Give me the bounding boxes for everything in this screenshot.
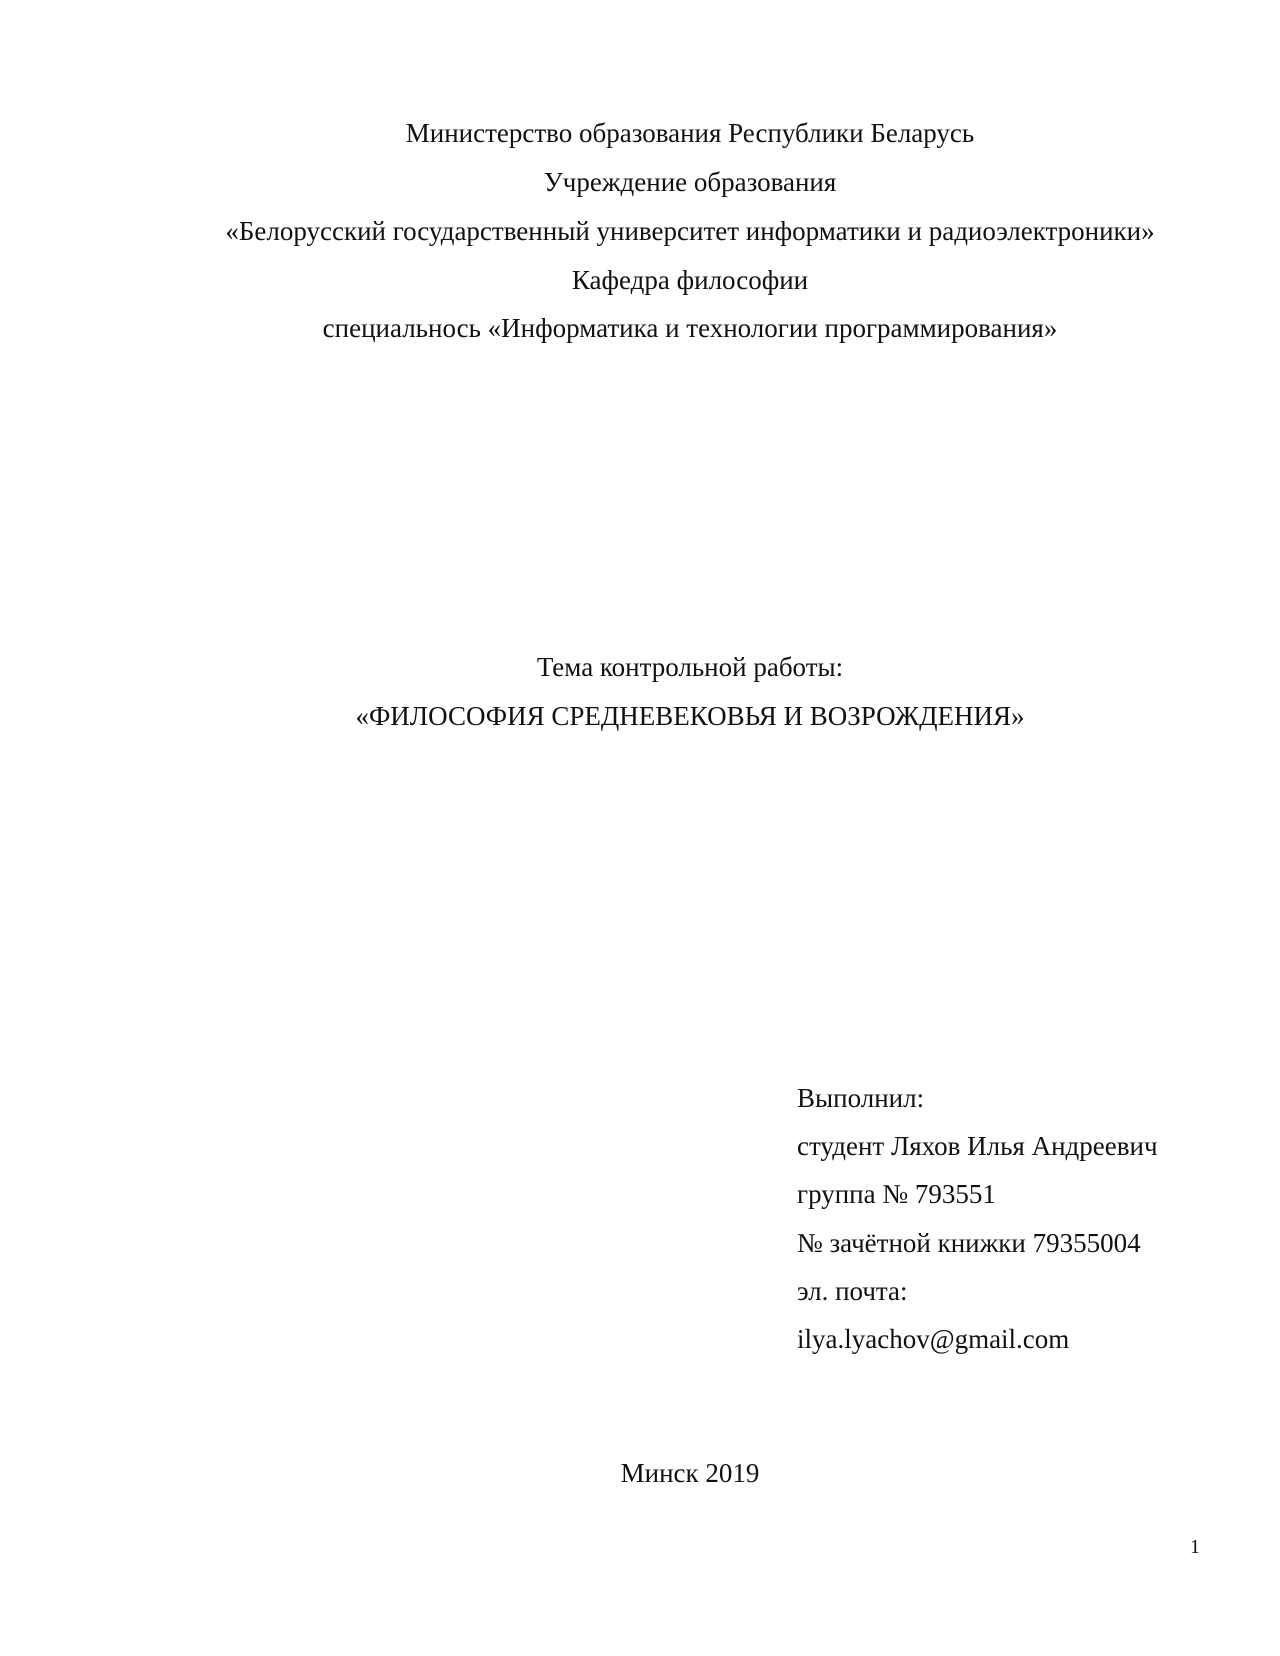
student-name: студент Ляхов Илья Андреевич <box>797 1131 1158 1161</box>
page-number: 1 <box>1190 1536 1200 1558</box>
specialty-line: специальнось «Информатика и технологии программирования» <box>322 313 1058 343</box>
topic-label: Тема контрольной работы: <box>536 652 844 682</box>
email-label: эл. почта: <box>797 1276 908 1306</box>
department-line: Кафедра философии <box>571 265 809 295</box>
record-book-number: № зачётной книжки 79355004 <box>797 1228 1141 1258</box>
university-line: «Белорусский государственный университет информатики и радиоэлектроники» <box>225 216 1155 246</box>
city-year: Минск 2019 <box>620 1458 760 1488</box>
institution-type-line: Учреждение образования <box>543 167 837 197</box>
email-address: ilya.lyachov@gmail.com <box>797 1324 1070 1354</box>
topic-title: «ФИЛОСОФИЯ СРЕДНЕВЕКОВЬЯ И ВОЗРОЖДЕНИЯ» <box>355 701 1025 731</box>
group-number: группа № 793551 <box>797 1179 996 1209</box>
ministry-line: Министерство образования Республики Беларусь <box>405 118 975 148</box>
performed-by-label: Выполнил: <box>797 1083 925 1113</box>
